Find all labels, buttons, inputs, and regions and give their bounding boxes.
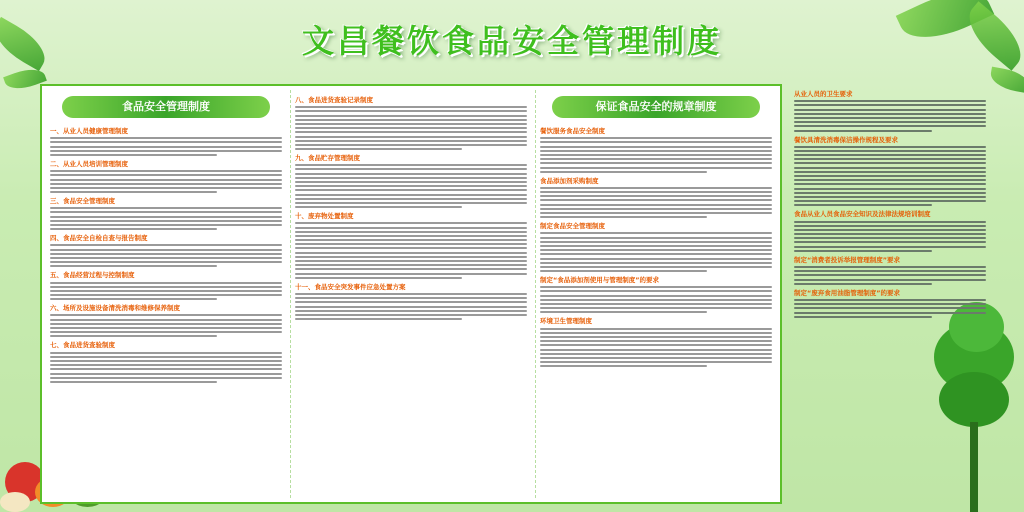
body-text (50, 244, 282, 267)
section-heading: 制定“消费者投诉举报管理制度”要求 (794, 255, 901, 264)
body-text (50, 137, 282, 156)
section-heading: 八、食品进货查验记录制度 (295, 96, 373, 104)
body-text (540, 187, 772, 218)
body-text (794, 299, 986, 318)
body-text (295, 222, 527, 278)
section-heading: 餐饮服务食品安全制度 (540, 127, 605, 135)
body-text (295, 293, 527, 320)
body-text (50, 170, 282, 193)
body-text (794, 146, 986, 207)
body-text (540, 328, 772, 368)
body-text (540, 232, 772, 272)
section-heading: 十、废弃物处置制度 (295, 212, 354, 221)
column-purchase-inspection (290, 90, 531, 498)
column-staff-hygiene (790, 84, 990, 504)
section-heading: 七、食品进货查验制度 (50, 341, 115, 350)
body-text (295, 106, 527, 150)
body-text (794, 221, 986, 252)
section-heading: 食品添加剂采购制度 (540, 176, 599, 185)
body-text (50, 314, 282, 337)
section-heading: 六、场所及设施设备清洗消毒和维修保养制度 (50, 304, 180, 313)
section-heading: 餐饮具清洗消毒保洁操作规程及要求 (794, 135, 898, 144)
body-text (540, 137, 772, 173)
section-heading: 十一、食品安全突发事件应急处置方案 (295, 282, 406, 291)
column-food-safety-management (46, 90, 286, 498)
section-heading: 五、食品经营过程与控制制度 (50, 271, 135, 280)
body-text (794, 266, 986, 285)
body-text (295, 164, 527, 208)
body-text (50, 352, 282, 383)
regulations-board (40, 84, 782, 504)
section-heading: 九、食品贮存管理制度 (295, 154, 360, 163)
body-text (50, 207, 282, 230)
column-safety-rules (535, 90, 776, 498)
page-title: 文昌餐饮食品安全管理制度 (301, 22, 722, 60)
section-heading: 制定“废弃食用油脂管理制度”的要求 (794, 288, 901, 297)
column-heading: 食品安全管理制度 (62, 96, 271, 118)
section-heading: 四、食品安全自检自查与报告制度 (50, 234, 148, 243)
body-text (794, 100, 986, 131)
section-heading: 三、食品安全管理制度 (50, 197, 115, 206)
section-heading: 制定“食品添加剂使用与管理制度”的要求 (540, 276, 660, 285)
leaf-decoration (989, 67, 1024, 94)
body-text (50, 282, 282, 301)
section-heading: 二、从业人员培训管理制度 (50, 159, 128, 168)
section-heading: 从业人员的卫生要求 (794, 90, 853, 98)
section-heading: 食品从业人员食品安全知识及法律法规培训制度 (794, 210, 931, 219)
section-heading: 环境卫生管理制度 (540, 317, 592, 326)
column-heading: 保证食品安全的规章制度 (552, 96, 761, 118)
body-text (540, 286, 772, 313)
section-heading: 一、从业人员健康管理制度 (50, 127, 128, 135)
section-heading: 制定食品安全管理制度 (540, 222, 605, 231)
